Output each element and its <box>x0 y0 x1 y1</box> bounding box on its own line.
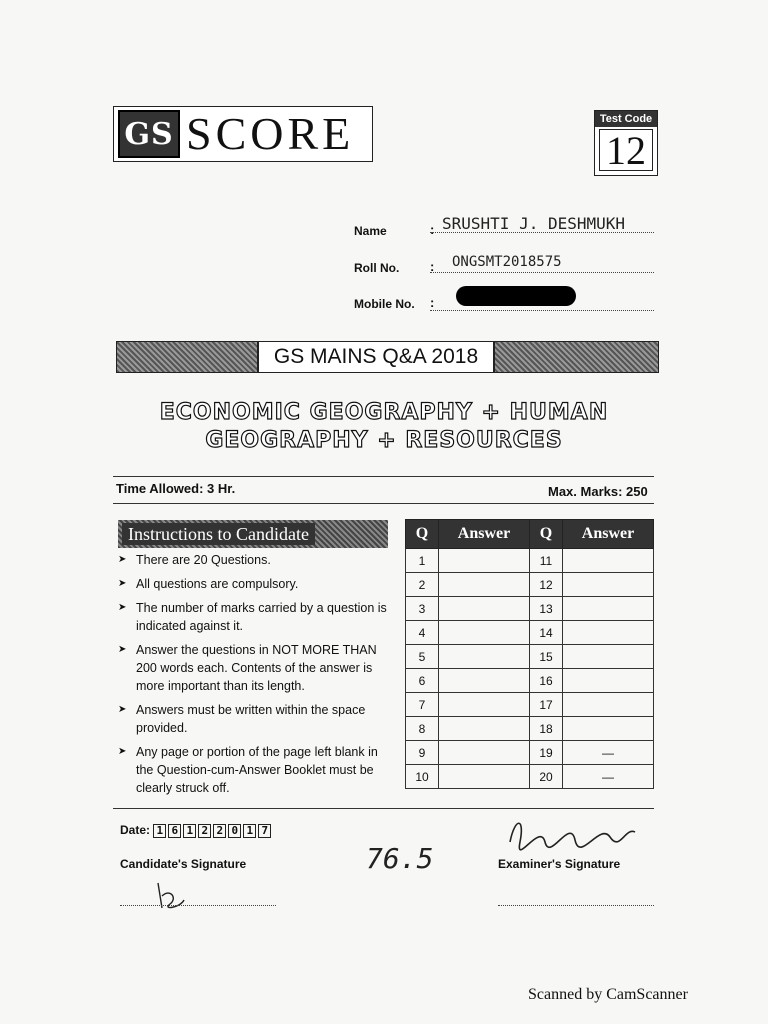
header-q: Q <box>406 520 439 549</box>
question-number-cell: 4 <box>406 621 439 645</box>
question-number-cell: 15 <box>530 645 563 669</box>
logo-gs-mark: GS <box>118 110 180 158</box>
question-number-cell: 17 <box>530 693 563 717</box>
score-handwritten: 76.5 <box>366 842 434 875</box>
instruction-item: ➤ Answer the questions in NOT MORE THAN 200 words each. Contents of the answer is more important than its length. <box>118 641 393 695</box>
mobile-no-label: Mobile No. <box>354 297 415 311</box>
test-code-value: 12 <box>599 129 653 171</box>
test-code-box <box>594 110 658 176</box>
answer-cell[interactable] <box>563 621 654 645</box>
date-digit-box: 2 <box>213 824 226 838</box>
answer-table <box>405 519 654 789</box>
table-row <box>406 717 654 741</box>
answer-cell[interactable] <box>439 765 530 789</box>
divider-bottom <box>113 808 654 809</box>
answer-cell[interactable] <box>439 549 530 573</box>
answer-cell[interactable] <box>563 549 654 573</box>
answer-cell[interactable]: — <box>563 765 654 789</box>
answer-cell[interactable] <box>563 669 654 693</box>
gs-score-logo <box>113 106 373 162</box>
instruction-item: ➤ All questions are compulsory. <box>118 575 393 593</box>
answer-cell[interactable] <box>439 693 530 717</box>
table-row <box>406 549 654 573</box>
question-number-cell: 10 <box>406 765 439 789</box>
answer-cell[interactable] <box>439 645 530 669</box>
answer-cell[interactable]: — <box>563 741 654 765</box>
table-row <box>406 573 654 597</box>
instruction-item: ➤ The number of marks carried by a question is indicated against it. <box>118 599 393 635</box>
question-number-cell: 2 <box>406 573 439 597</box>
title-banner <box>116 341 659 373</box>
max-marks: Max. Marks: 250 <box>548 484 648 499</box>
name-handwritten: SRUSHTI J. DESHMUKH <box>442 214 626 233</box>
table-row <box>406 765 654 789</box>
instruction-item: ➤ Any page or portion of the page left blank in the Question-cum-Answer Booklet must be clearly struck off. <box>118 743 393 797</box>
divider-top <box>113 476 654 477</box>
date-boxes <box>153 823 273 837</box>
question-number-cell: 1 <box>406 549 439 573</box>
divider-middle <box>113 503 654 504</box>
date-digit-box: 6 <box>168 824 181 838</box>
table-row <box>406 693 654 717</box>
answer-cell[interactable] <box>439 621 530 645</box>
subject-line-1: ECONOMIC GEOGRAPHY + HUMAN <box>159 400 609 425</box>
mobile-colon: : <box>430 295 435 310</box>
answer-cell[interactable] <box>439 573 530 597</box>
question-number-cell: 16 <box>530 669 563 693</box>
instructions-heading <box>118 520 388 548</box>
question-number-cell: 18 <box>530 717 563 741</box>
answer-cell[interactable] <box>563 645 654 669</box>
date-digit-box: 1 <box>153 824 166 838</box>
question-number-cell: 8 <box>406 717 439 741</box>
answer-table-body <box>406 549 654 789</box>
table-row <box>406 741 654 765</box>
examiner-signature-line <box>498 905 654 906</box>
examiner-signature-label: Examiner's Signature <box>498 857 621 871</box>
table-row <box>406 645 654 669</box>
question-number-cell: 19 <box>530 741 563 765</box>
logo-wordmark: SCORE <box>186 108 355 159</box>
answer-cell[interactable] <box>439 669 530 693</box>
roll-no-label: Roll No. <box>354 261 400 275</box>
table-row <box>406 621 654 645</box>
instructions-heading-text: Instructions to Candidate <box>122 523 315 545</box>
camscanner-watermark: Scanned by CamScanner <box>528 986 688 1003</box>
candidate-signature-label: Candidate's Signature <box>120 857 247 871</box>
roll-no-handwritten: ONGSMT2018575 <box>452 254 562 270</box>
question-number-cell: 5 <box>406 645 439 669</box>
candidate-signature-line <box>120 905 276 906</box>
question-number-cell: 11 <box>530 549 563 573</box>
answer-cell[interactable] <box>563 693 654 717</box>
name-label: Name <box>354 224 387 238</box>
table-row <box>406 597 654 621</box>
banner-title: GS MAINS Q&A 2018 <box>257 342 495 372</box>
question-number-cell: 13 <box>530 597 563 621</box>
question-number-cell: 3 <box>406 597 439 621</box>
date-digit-box: 0 <box>228 824 241 838</box>
time-allowed: Time Allowed: 3 Hr. <box>116 481 236 496</box>
candidate-signature-scribble <box>150 878 190 912</box>
test-code-label: Test Code <box>595 111 657 127</box>
question-number-cell: 9 <box>406 741 439 765</box>
examiner-signature-scribble <box>500 812 640 862</box>
instruction-item: ➤ There are 20 Questions. <box>118 551 393 569</box>
answer-cell[interactable] <box>439 717 530 741</box>
table-row <box>406 669 654 693</box>
date-label: Date: <box>120 823 151 837</box>
answer-cell[interactable] <box>563 573 654 597</box>
instructions-list <box>118 551 393 803</box>
instruction-item: ➤ Answers must be written within the space provided. <box>118 701 393 737</box>
answer-cell[interactable] <box>563 717 654 741</box>
date-digit-box: 1 <box>183 824 196 838</box>
question-number-cell: 12 <box>530 573 563 597</box>
answer-cell[interactable] <box>439 597 530 621</box>
subject-line-2: GEOGRAPHY + RESOURCES <box>205 428 563 453</box>
date-field <box>120 823 273 838</box>
header-answer: Answer <box>563 520 654 549</box>
question-number-cell: 6 <box>406 669 439 693</box>
answer-cell[interactable] <box>563 597 654 621</box>
date-digit-box: 7 <box>258 824 271 838</box>
header-q: Q <box>530 520 563 549</box>
question-number-cell: 20 <box>530 765 563 789</box>
question-number-cell: 14 <box>530 621 563 645</box>
date-digit-box: 2 <box>198 824 211 838</box>
name-colon: : <box>430 222 435 237</box>
header-answer: Answer <box>439 520 530 549</box>
roll-colon: : <box>430 259 435 274</box>
answer-cell[interactable] <box>439 741 530 765</box>
mobile-redaction <box>456 286 576 306</box>
question-number-cell: 7 <box>406 693 439 717</box>
date-digit-box: 1 <box>243 824 256 838</box>
